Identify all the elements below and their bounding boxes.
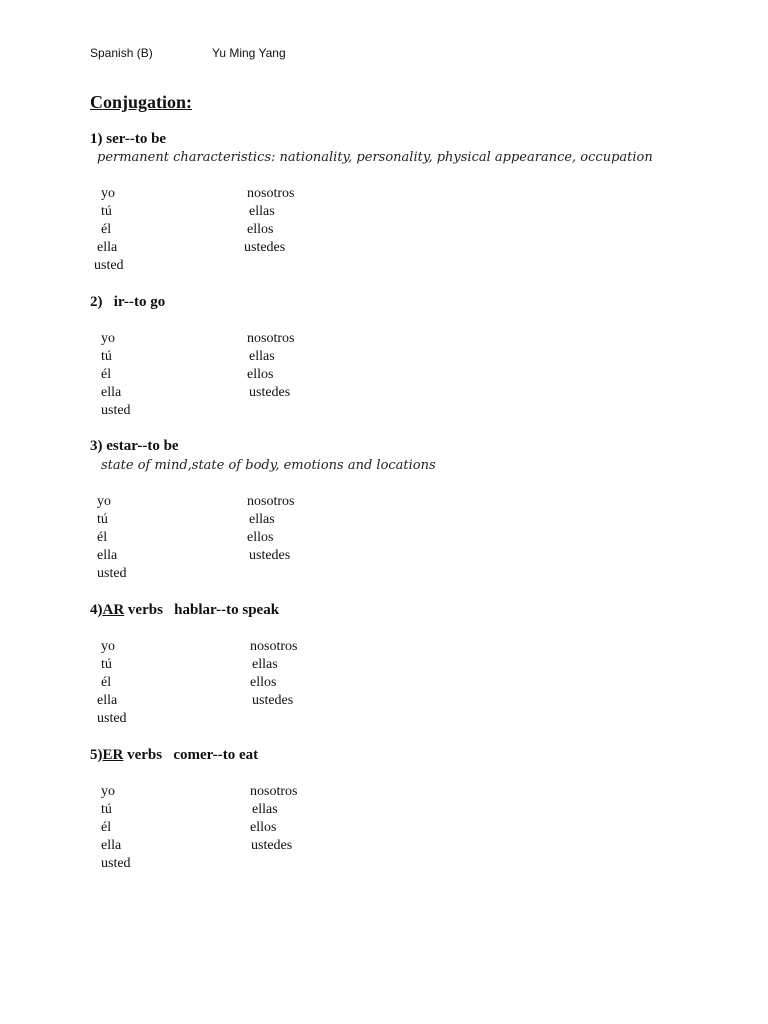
student-name: Yu Ming Yang	[212, 46, 286, 60]
section-2-heading: 2) ir--to go	[90, 294, 166, 310]
s1-pronoun-ella: ella	[97, 240, 118, 255]
s5-pronoun-ellos: ellos	[250, 820, 277, 835]
section-3-note: state of mind,state of body, emotions and locations	[101, 458, 436, 473]
s1-pronoun-tu: tú	[101, 204, 112, 219]
section-1-heading: 1) ser--to be	[90, 131, 167, 147]
s3-pronoun-ellas: ellas	[249, 512, 275, 527]
s1-pronoun-usted: usted	[94, 258, 124, 273]
s5-pronoun-ellas: ellas	[252, 802, 278, 817]
s3-pronoun-yo: yo	[97, 494, 111, 509]
s3-pronoun-nosotros: nosotros	[247, 494, 295, 509]
s5-pronoun-ella: ella	[101, 838, 122, 853]
course-name: Spanish (B)	[90, 46, 153, 60]
s2-pronoun-yo: yo	[101, 331, 115, 346]
s4-pronoun-nosotros: nosotros	[250, 639, 298, 654]
section-3-heading: 3) estar--to be	[90, 438, 179, 454]
s5-pronoun-ustedes: ustedes	[251, 838, 293, 853]
s1-pronoun-ustedes: ustedes	[244, 240, 286, 255]
s3-pronoun-ellos: ellos	[247, 530, 274, 545]
s1-pronoun-yo: yo	[101, 186, 115, 201]
section-4-heading: 4)AR verbs hablar--to speak	[90, 602, 280, 618]
s1-pronoun-ellos: ellos	[247, 222, 274, 237]
s3-pronoun-usted: usted	[97, 566, 127, 581]
s3-pronoun-el: él	[97, 530, 108, 545]
section-5-heading: 5)ER verbs comer--to eat	[90, 747, 259, 763]
s1-pronoun-el: él	[101, 222, 112, 237]
s4-pronoun-ella: ella	[97, 693, 118, 708]
section-1-note: permanent characteristics: nationality, personality, physical appearance, occupation	[97, 150, 653, 165]
s3-pronoun-ustedes: ustedes	[249, 548, 291, 563]
s4-pronoun-usted: usted	[97, 711, 127, 726]
s1-pronoun-nosotros: nosotros	[247, 186, 295, 201]
s5-pronoun-yo: yo	[101, 784, 115, 799]
s5-pronoun-usted: usted	[101, 856, 131, 871]
s4-pronoun-el: él	[101, 675, 112, 690]
s2-pronoun-nosotros: nosotros	[247, 331, 295, 346]
s4-pronoun-ellos: ellos	[250, 675, 277, 690]
s5-pronoun-tu: tú	[101, 802, 112, 817]
s3-pronoun-ella: ella	[97, 548, 118, 563]
page-title: Conjugation:	[90, 92, 193, 112]
s4-pronoun-yo: yo	[101, 639, 115, 654]
s2-pronoun-usted: usted	[101, 403, 131, 418]
s5-pronoun-nosotros: nosotros	[250, 784, 298, 799]
s3-pronoun-tu: tú	[97, 512, 108, 527]
s4-pronoun-ustedes: ustedes	[252, 693, 294, 708]
s5-pronoun-el: él	[101, 820, 112, 835]
s2-pronoun-tu: tú	[101, 349, 112, 364]
s2-pronoun-ellas: ellas	[249, 349, 275, 364]
s4-pronoun-ellas: ellas	[252, 657, 278, 672]
s2-pronoun-ellos: ellos	[247, 367, 274, 382]
s1-pronoun-ellas: ellas	[249, 204, 275, 219]
s2-pronoun-ustedes: ustedes	[249, 385, 291, 400]
s4-pronoun-tu: tú	[101, 657, 112, 672]
s2-pronoun-ella: ella	[101, 385, 122, 400]
s2-pronoun-el: él	[101, 367, 112, 382]
